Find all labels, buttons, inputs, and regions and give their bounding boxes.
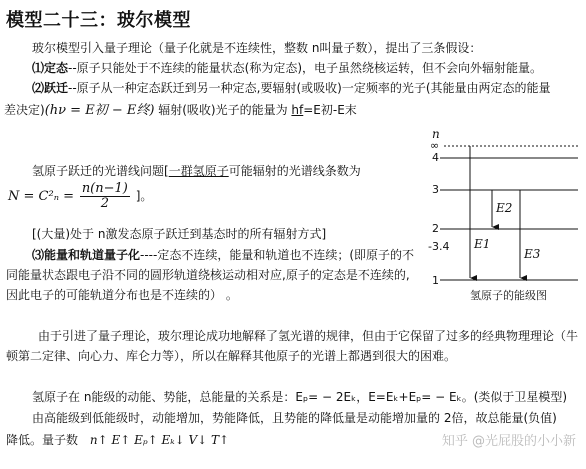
postulate-2-cont-b: 辐射(吸收)光子的能量为 (154, 103, 292, 117)
energy-line-3-text: 降低。量子数 (6, 433, 79, 447)
spectral-a: 氢原子跃迁的光谱线问题[ (32, 164, 169, 178)
history-line-1: 由于引进了量子理论，玻尔理论成功地解释了氢光谱的规律，但由于它保留了过多的经典物理理论（牛 (38, 329, 579, 343)
level-2-label: 2 (432, 222, 439, 235)
diagram-caption: 氢原子的能级图 (470, 289, 547, 302)
energy-level-diagram (424, 128, 586, 312)
spectral-lines-question (32, 163, 361, 179)
postulate-3-line2: 同能量状态跟电子沿不同的圆形轨道绕核运动相对应,原子的定态是不连续的, (6, 268, 410, 282)
postulate-2 (32, 80, 551, 96)
postulate-3-text: ----定态不连续，能量和轨道也不连续；(即原子的不 (140, 248, 415, 262)
level-1-label: 1 (432, 274, 439, 287)
transition-e3-label: E3 (524, 247, 541, 261)
line-count-formula (8, 182, 152, 211)
postulate-2-continued (4, 102, 357, 119)
postulate-3-line3: 因此电子的可能轨道分布也是不连续的） 。 (6, 288, 238, 302)
postulate-2-formula: (hν = E初 − E终) (44, 103, 155, 118)
postulate-3 (32, 247, 414, 263)
formula-fraction (80, 182, 130, 211)
formula-numerator: n(n−1) (81, 181, 128, 196)
spectral-b: 可能辐射的光谱线条数为 (228, 164, 361, 178)
energy-relation-line-3 (6, 432, 229, 448)
history-line-2: 顿第二定律、向心力、库仑力等），所以在解释其他原子的光谱上都遇到很大的困难。 (6, 349, 457, 363)
postulate-2-tail: =E初-E末 (303, 103, 357, 117)
excitation-note: [(大量)处于 n激发态原子跃迁到基态时的所有辐射方式] (32, 227, 327, 241)
postulate-1 (32, 60, 542, 76)
postulate-3-label: ⑶能量和轨道量子化 (32, 248, 141, 262)
level-3-label: 3 (432, 183, 439, 196)
postulate-2-label: ⑵跃迁 (32, 81, 69, 95)
level-n-label: n (432, 128, 440, 141)
hf-symbol: hf (291, 103, 304, 117)
intro-paragraph: 玻尔模型引入量子理论（量子化就是不连续性，整数 n叫量子数），提出了三条假设： (32, 41, 482, 55)
postulate-1-label: ⑴定态 (32, 61, 69, 75)
postulate-2-text: --原子从一种定态跃迁到另一种定态,要辐射(或吸收)一定频率的光子(其能量由两定态的能量 (68, 81, 551, 95)
energy-level-svg (424, 128, 586, 312)
page-title: 模型二十三：玻尔模型 (6, 10, 191, 31)
watermark: 知乎 @光屁股的小小新 (441, 434, 576, 449)
transition-e1-label: E1 (474, 237, 491, 251)
postulate-1-text: --原子只能处于不连续的能量状态(称为定态)，电子虽然绕核运转，但不会向外辐射能量。 (68, 61, 543, 75)
quantum-number-trend: n↑ E↑ Eₚ↑ Eₖ↓ V↓ T↑ (89, 433, 230, 447)
formula-denominator: 2 (100, 196, 109, 211)
energy-relation-line-1: 氢原子在 n能级的动能、势能，总能量的关系是：Eₚ= − 2Eₖ，E=Eₖ+Eₚ= − Eₖ。(类似于卫星模型) (32, 390, 568, 404)
level-inf-label: ∞ (430, 139, 440, 152)
spectral-underlined: 一群氢原子 (168, 164, 229, 178)
energy-value-label: -3.4 (428, 240, 450, 253)
transition-e2-label: E2 (496, 201, 513, 215)
energy-relation-line-2: 由高能级到低能级时，动能增加，势能降低，且势能的降低量是动能增加量的 2倍，故总能量(负值) (32, 411, 557, 425)
formula-end: ]。 (135, 189, 153, 203)
postulate-2-cont-a: 差决定) (4, 103, 45, 117)
level-4-label: 4 (432, 151, 439, 164)
formula-left: N = C²ₙ = (8, 189, 74, 204)
